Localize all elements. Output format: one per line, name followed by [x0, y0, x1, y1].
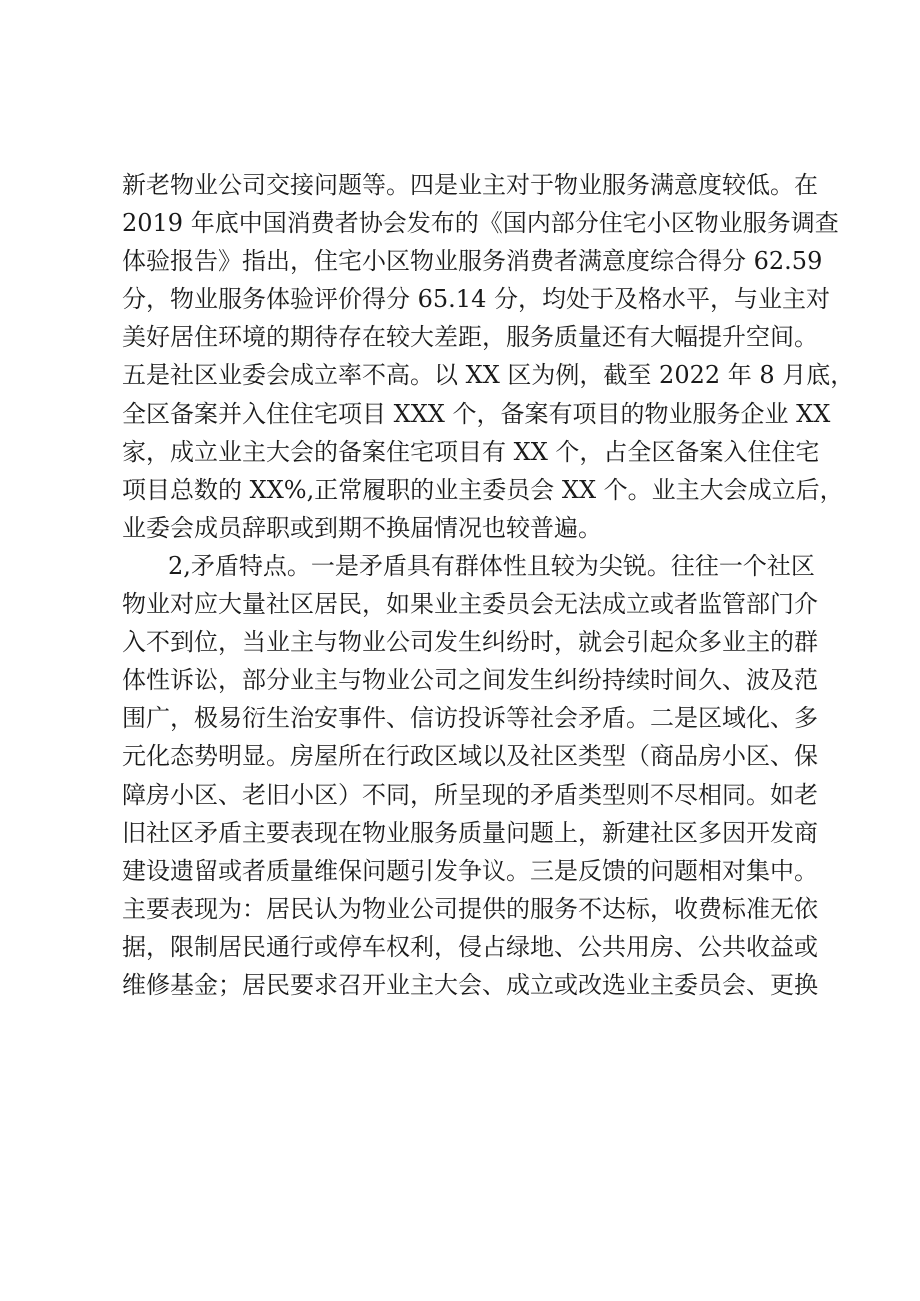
text-line: 2019 年底中国消费者协会发布的《国内部分住宅小区物业服务调查 [122, 209, 839, 238]
text-line: 维修基金；居民要求召开业主大会、成立或改选业主委员会、更换 [122, 970, 818, 999]
text-line: 五是社区业委会成立率不高。以 XX 区为例，截至 2022 年 8 月底， [122, 361, 855, 390]
text-line: 体性诉讼，部分业主与物业公司之间发生纠纷持续时间久、波及范 [122, 666, 818, 695]
text-line: 围广，极易衍生治安事件、信访投诉等社会矛盾。二是区域化、多 [122, 704, 818, 733]
text-line: 新老物业公司交接问题等。四是业主对于物业服务满意度较低。在 [122, 171, 818, 199]
body-text [122, 166, 855, 1004]
text-line: 分，物业服务体验评价得分 65.14 分，均处于及格水平，与业主对 [122, 285, 830, 314]
text-line: 元化态势明显。房屋所在行政区域以及社区类型（商品房小区、保 [122, 742, 818, 771]
paragraph-start-line: 2,矛盾特点。一是矛盾具有群体性且较为尖锐。往往一个社区 [168, 551, 815, 580]
text-line: 据，限制居民通行或停车权利，侵占绿地、公共用房、公共收益或 [122, 932, 818, 961]
text-line: 旧社区矛盾主要表现在物业服务质量问题上，新建社区多因开发商 [122, 818, 818, 847]
text-line: 主要表现为：居民认为物业公司提供的服务不达标，收费标准无依 [122, 894, 818, 923]
text-line: 建设遗留或者质量维保问题引发争议。三是反馈的问题相对集中。 [122, 856, 818, 885]
text-line: 业委会成员辞职或到期不换届情况也较普遍。 [122, 513, 602, 542]
text-line: 项目总数的 XX%,正常履职的业主委员会 XX 个。业主大会成立后， [122, 475, 844, 504]
text-line: 美好居住环境的期待存在较大差距，服务质量还有大幅提升空间。 [122, 323, 818, 352]
text-line: 体验报告》指出，住宅小区物业服务消费者满意度综合得分 62.59 [122, 247, 823, 276]
text-line: 家，成立业主大会的备案住宅项目有 XX 个，占全区备案入住住宅 [122, 437, 820, 466]
text-line: 障房小区、老旧小区）不同，所呈现的矛盾类型则不尽相同。如老 [122, 780, 818, 809]
text-line: 物业对应大量社区居民，如果业主委员会无法成立或者监管部门介 [122, 590, 818, 619]
text-line: 入不到位，当业主与物业公司发生纠纷时，就会引起众多业主的群 [122, 628, 818, 657]
text-line: 全区备案并入住住宅项目 XXX 个，备案有项目的物业服务企业 XX [122, 399, 831, 428]
